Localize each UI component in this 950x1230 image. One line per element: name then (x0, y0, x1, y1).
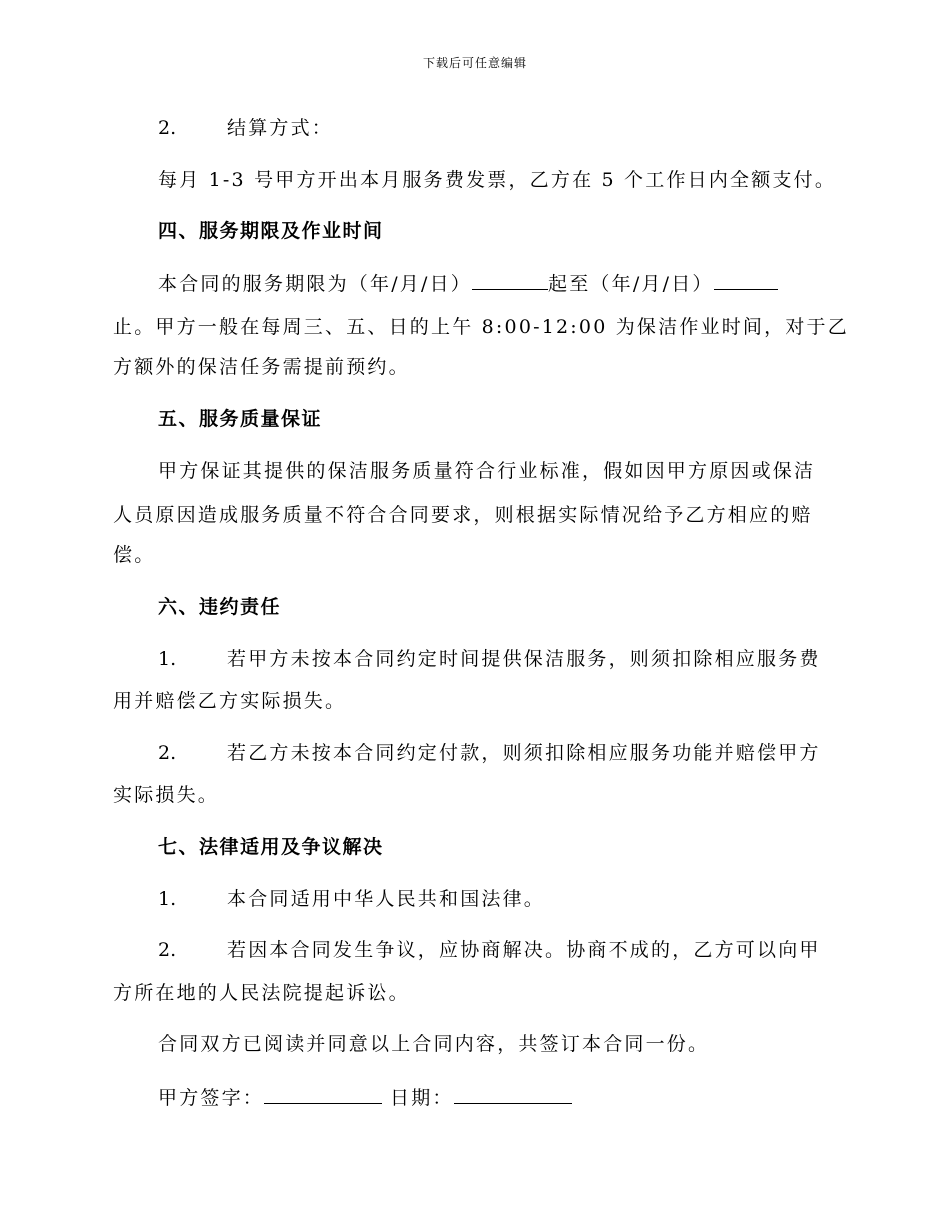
item-title: 结算方式： (227, 117, 334, 139)
paragraph-line: 人员原因造成服务质量不符合合同要求，则根据实际情况给予乙方相应的赔 (113, 504, 813, 526)
section-heading-6: 六、违约责任 (158, 596, 282, 618)
date-blank (454, 1083, 572, 1104)
item-number: 1. (158, 888, 177, 910)
item-number: 2. (158, 939, 177, 961)
paragraph-line: 方额外的保洁任务需提前预约。 (113, 356, 410, 378)
item-number: 2. (158, 117, 177, 139)
section-heading-7: 七、法律适用及争议解决 (158, 836, 384, 858)
section-heading-4: 四、服务期限及作业时间 (158, 220, 384, 242)
signature-blank (264, 1083, 382, 1104)
item-text: 若甲方未按本合同约定时间提供保洁服务，则须扣除相应服务费 (227, 648, 821, 670)
paragraph (158, 269, 830, 297)
list-item (158, 937, 830, 963)
list-item (158, 646, 830, 672)
settlement-item (158, 115, 830, 141)
paragraph-line: 甲方保证其提供的保洁服务质量符合行业标准，假如因甲方原因或保洁 (158, 460, 816, 482)
party-a-signature-label: 甲方签字： (158, 1087, 265, 1109)
paragraph-line: 止。甲方一般在每周三、五、日的上午 8:00-12:00 为保洁作业时间，对于乙 (113, 316, 849, 338)
paragraph-line: 偿。 (113, 544, 156, 566)
item-text: 若因本合同发生争议，应协商解决。协商不成的，乙方可以向甲 (227, 939, 821, 961)
paragraph-line: 实际损失。 (113, 784, 220, 806)
closing-statement: 合同双方已阅读并同意以上合同内容，共签订本合同一份。 (158, 1033, 710, 1055)
signature-row (158, 1083, 830, 1111)
item-text: 若乙方未按本合同约定付款，则须扣除相应服务功能并赔偿甲方 (227, 742, 821, 764)
text-run: 起至（年/月/日） (548, 273, 714, 295)
item-number: 1. (158, 648, 177, 670)
item-text: 本合同适用中华人民共和国法律。 (227, 888, 546, 910)
list-item (158, 740, 830, 766)
paragraph-line: 用并赔偿乙方实际损失。 (113, 690, 347, 712)
page-header: 下载后可任意编辑 (422, 56, 527, 70)
item-number: 2. (158, 742, 177, 764)
paragraph-line: 方所在地的人民法院提起诉讼。 (113, 982, 410, 1004)
paragraph: 每月 1-3 号甲方开出本月服务费发票，乙方在 5 个工作日内全额支付。 (158, 169, 837, 191)
text-run: 本合同的服务期限为（年/月/日） (158, 273, 473, 295)
section-heading-5: 五、服务质量保证 (158, 408, 323, 430)
date-label: 日期： (390, 1087, 454, 1109)
list-item (158, 886, 830, 912)
blank-line (714, 269, 778, 290)
blank-line (472, 269, 548, 290)
